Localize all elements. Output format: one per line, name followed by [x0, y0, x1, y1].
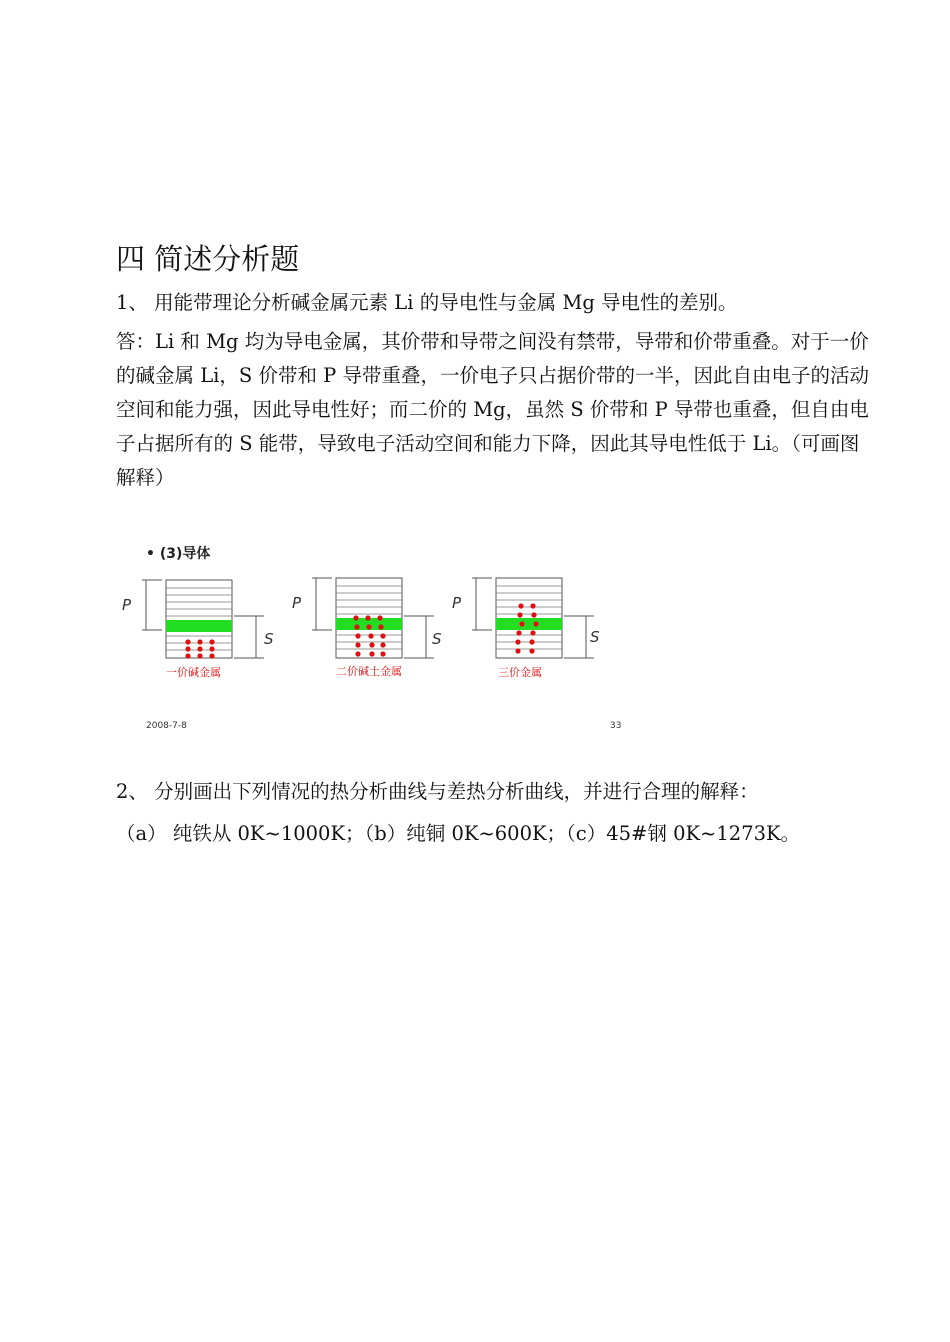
footer-page-number: 33 — [610, 721, 622, 731]
question-2-items: （a） 纯铁从 0K~1000K；（b）纯铜 0K~600K；（c）45#钢 0K~1273K。 — [116, 822, 801, 845]
answer-1: 答：Li 和 Mg 均为导电金属，其价带和导带之间没有禁带，导带和价带重叠。对于一价的碱金属 Li，S 价带和 P 导带重叠，一价电子只占据价带的一半，因此自由电子的活动空间和能力强，因此导电性好；而二价的 Mg，虽然 S 价带和 P 导带也重叠，但自由电子占据所有的 S 能带，导致电子活动空间和能力下降，因此其导电性低于 Li。（可画图解释） — [116, 330, 869, 489]
overlap-band — [496, 618, 562, 630]
diagram-caption: 一价碱金属 — [166, 666, 221, 679]
band-box — [166, 580, 232, 658]
electrons — [185, 639, 214, 658]
overlap-band — [166, 620, 232, 632]
footer-date: 2008-7-8 — [146, 721, 187, 731]
question-2: 2、 分别画出下列情况的热分析曲线与差热分析曲线，并进行合理的解释： — [116, 780, 759, 803]
p-label: P — [122, 596, 132, 614]
p-label: P — [452, 594, 462, 612]
band-diagram-2 — [292, 578, 442, 678]
band-diagram-3 — [452, 578, 600, 679]
diagram-caption: 三价金属 — [498, 666, 542, 679]
diagram-caption: 二价碱土金属 — [336, 665, 402, 678]
section-heading: 四 简述分析题 — [116, 242, 300, 276]
band-diagram-1 — [122, 580, 274, 679]
s-label: S — [432, 630, 442, 648]
band-diagram-svg — [116, 538, 636, 738]
band-diagram-figure — [116, 538, 636, 738]
s-label: S — [590, 628, 600, 646]
figure-title: • (3)导体 — [146, 546, 211, 562]
s-label: S — [264, 630, 274, 648]
question-1: 1、 用能带理论分析碱金属元素 Li 的导电性与金属 Mg 导电性的差别。 — [116, 291, 738, 314]
p-label: P — [292, 594, 302, 612]
